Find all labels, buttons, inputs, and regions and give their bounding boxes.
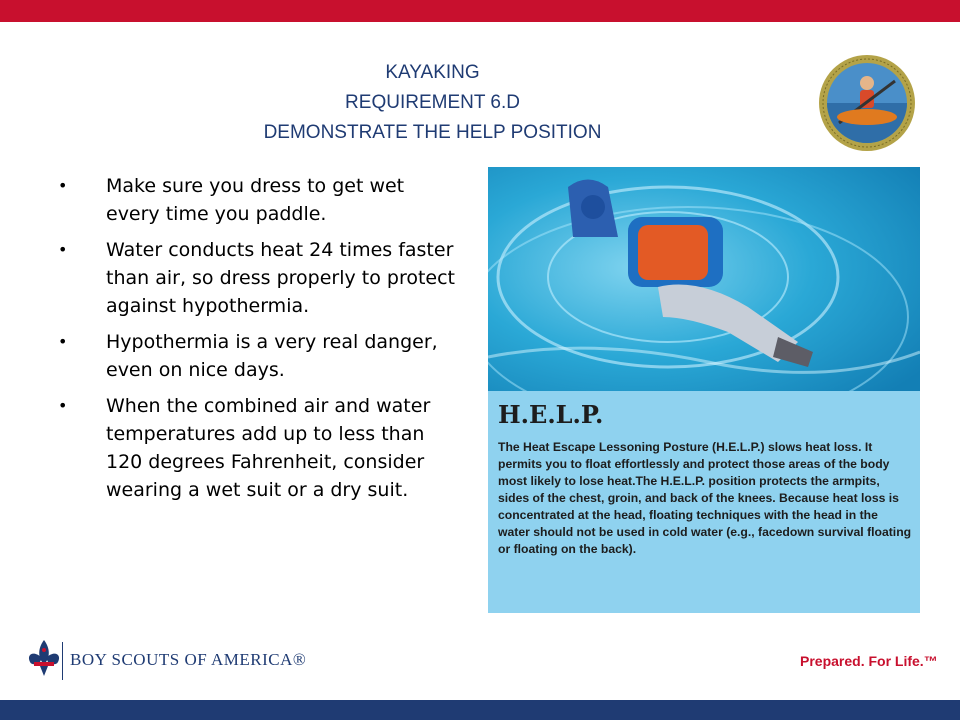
bullet-item (58, 392, 463, 504)
logo-divider (62, 642, 63, 680)
title-line-1: KAYAKING (385, 62, 480, 83)
bullet-dot: • (58, 176, 68, 195)
org-name: BOY SCOUTS OF AMERICA® (70, 650, 307, 669)
bullet-dot: • (58, 332, 68, 351)
bullet-text: Hypothermia is a very real danger, even on nice days. (106, 331, 438, 381)
bullet-text: Water conducts heat 24 times faster than air, so dress properly to protect against hypothermia. (106, 239, 456, 317)
bullet-item (58, 328, 463, 384)
bullet-dot: • (58, 240, 68, 259)
title-line-3: DEMONSTRATE THE HELP POSITION (263, 122, 602, 143)
slide-title (200, 58, 665, 148)
bottom-navy-bar (0, 700, 960, 720)
bullet-item (58, 172, 463, 228)
bullet-item (58, 236, 463, 320)
help-position-photo (488, 167, 920, 391)
kayaking-merit-badge-icon (817, 53, 917, 153)
tagline: Prepared. For Life.™ (800, 653, 938, 669)
help-heading: H.E.L.P. (498, 400, 604, 429)
help-description: The Heat Escape Lessoning Posture (H.E.L.P.) slows heat loss. It permits you to float effortlessly and protect those areas of the body most likely to lose heat.The H.E.L.P. position protects the armpits, sides of the chest, groin, and back of the knees. Because heat loss is concentrated at the head, floating techniques with the head in the water should not be used in cold water (e.g., facedown survival floating or floating on the back). (498, 440, 912, 556)
top-red-bar (0, 0, 960, 22)
title-line-2: REQUIREMENT 6.D (345, 92, 520, 113)
fleur-de-lis-icon (22, 636, 66, 680)
bullet-dot: • (58, 396, 68, 415)
bullet-list (58, 172, 463, 512)
bullet-text: When the combined air and water temperatures add up to less than 120 degrees Fahrenheit, consider wearing a wet suit or a dry suit. (106, 395, 431, 501)
bullet-text: Make sure you dress to get wet every time you paddle. (106, 175, 405, 225)
help-info-panel (488, 167, 920, 613)
